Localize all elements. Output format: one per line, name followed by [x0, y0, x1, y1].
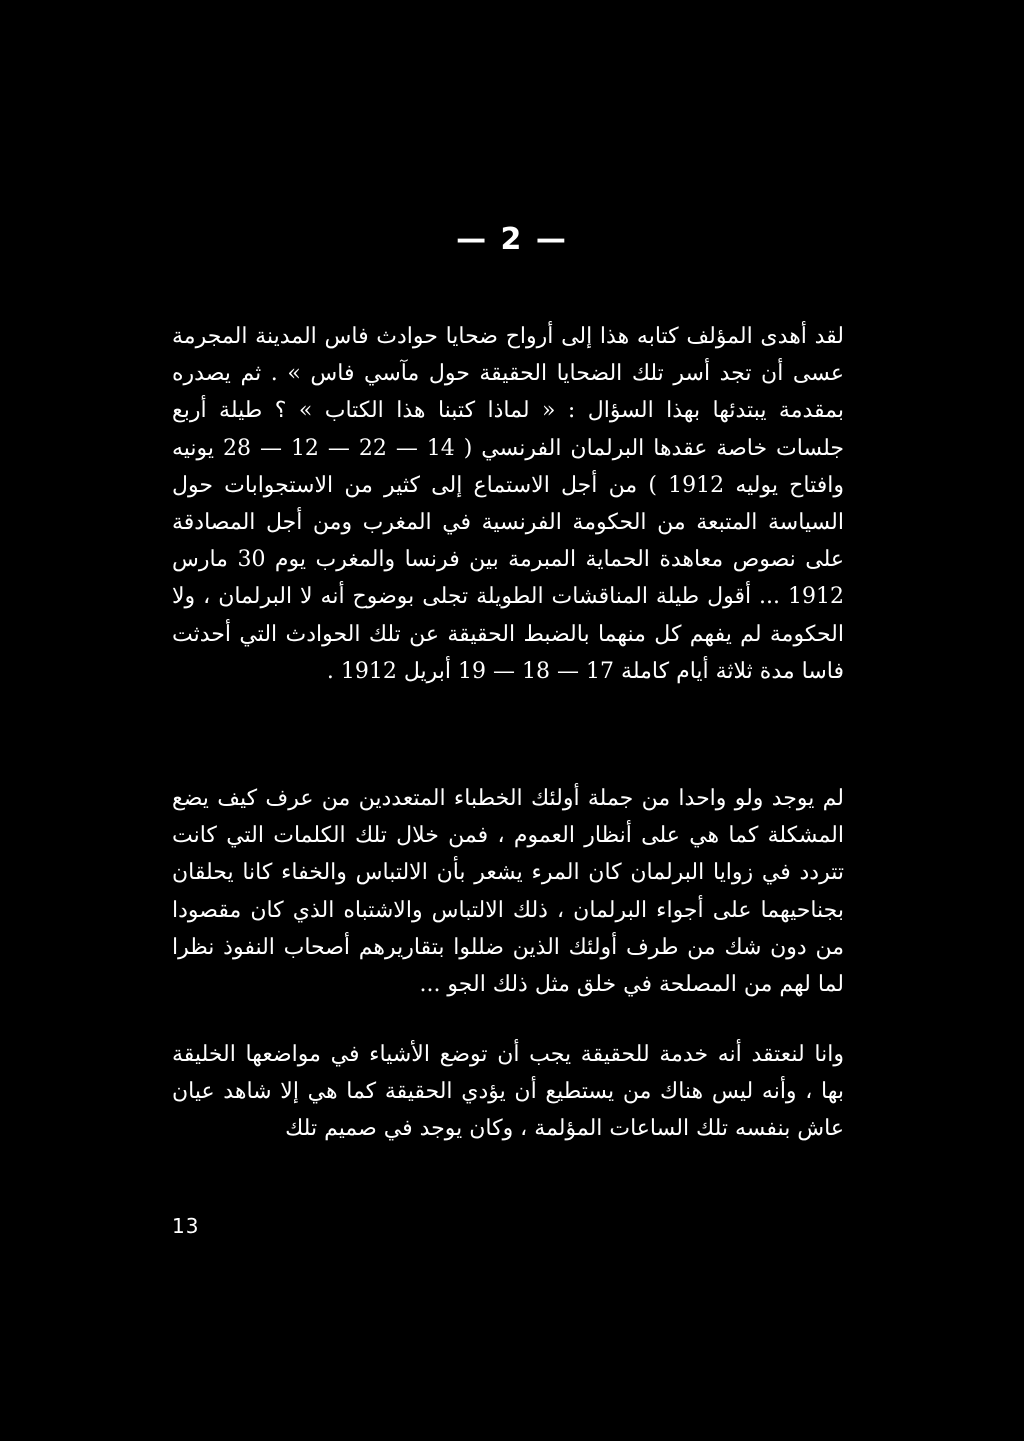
paragraph-text: لم يوجد ولو واحدا من جملة أولئك الخطباء المتعددين من عرف كيف يضع المشكلة كما هي على أنظار العموم ، فمن خلال تلك الكلمات التي كانت تتردد في زوايا البرلمان كان المرء يشعر بأن الالتباس والخفاء كانا يحلقان بجناحيهما على أجواء البرلمان ، ذلك الالتباس والاشتباه الذي كان مقصودا من دون شك من طرف أولئك الذين ضللوا بتقاريرهم أصحاب النفوذ نظرا لما لهم من المصلحة في خلق مثل ذلك الجو ... [172, 786, 844, 998]
paragraph-text: وانا لنعتقد أنه خدمة للحقيقة يجب أن توضع الأشياء في مواضعها الخليقة بها ، وأنه ليس هناك من يستطيع أن يؤدي الحقيقة كما هي إلا شاهد عيان عاش بنفسه تلك الساعات المؤلمة ، وكان يوجد في صميم تلك [172, 1042, 844, 1142]
paragraph-2 [172, 780, 844, 1003]
paragraph-3 [172, 1036, 844, 1148]
page-number: 13 [172, 1214, 200, 1238]
paragraph-text: لقد أهدى المؤلف كتابه هذا إلى أرواح ضحايا حوادث فاس المدينة المجرمة عسى أن تجد أسر تلك الضحايا الحقيقة حول مآسي فاس » . ثم يصدره بمقدمة يبتدئها بهذا السؤال : « لماذا كتبنا هذا الكتاب » ؟ طيلة أربع جلسات خاصة عقدها البرلمان الفرنسي ( 14 — 22 — 12 — 28 يونيه وافتاح يوليه 1912 ) من أجل الاستماع إلى كثير من الاستجوابات حول السياسة المتبعة من الحكومة الفرنسية في المغرب ومن أجل المصادقة على نصوص معاهدة الحماية المبرمة بين فرنسا والمغرب يوم 30 مارس 1912 ... أقول طيلة المناقشات الطويلة تجلى بوضوح أنه لا البرلمان ، ولا الحكومة لم يفهم كل منهما بالضبط الحقيقة عن تلك الحوادث التي أحدثت فاسا مدة ثلاثة أيام كاملة 17 — 18 — 19 أبريل 1912 . [172, 324, 844, 684]
chapter-heading: — 2 — [456, 222, 568, 257]
paragraph-1 [172, 318, 844, 690]
